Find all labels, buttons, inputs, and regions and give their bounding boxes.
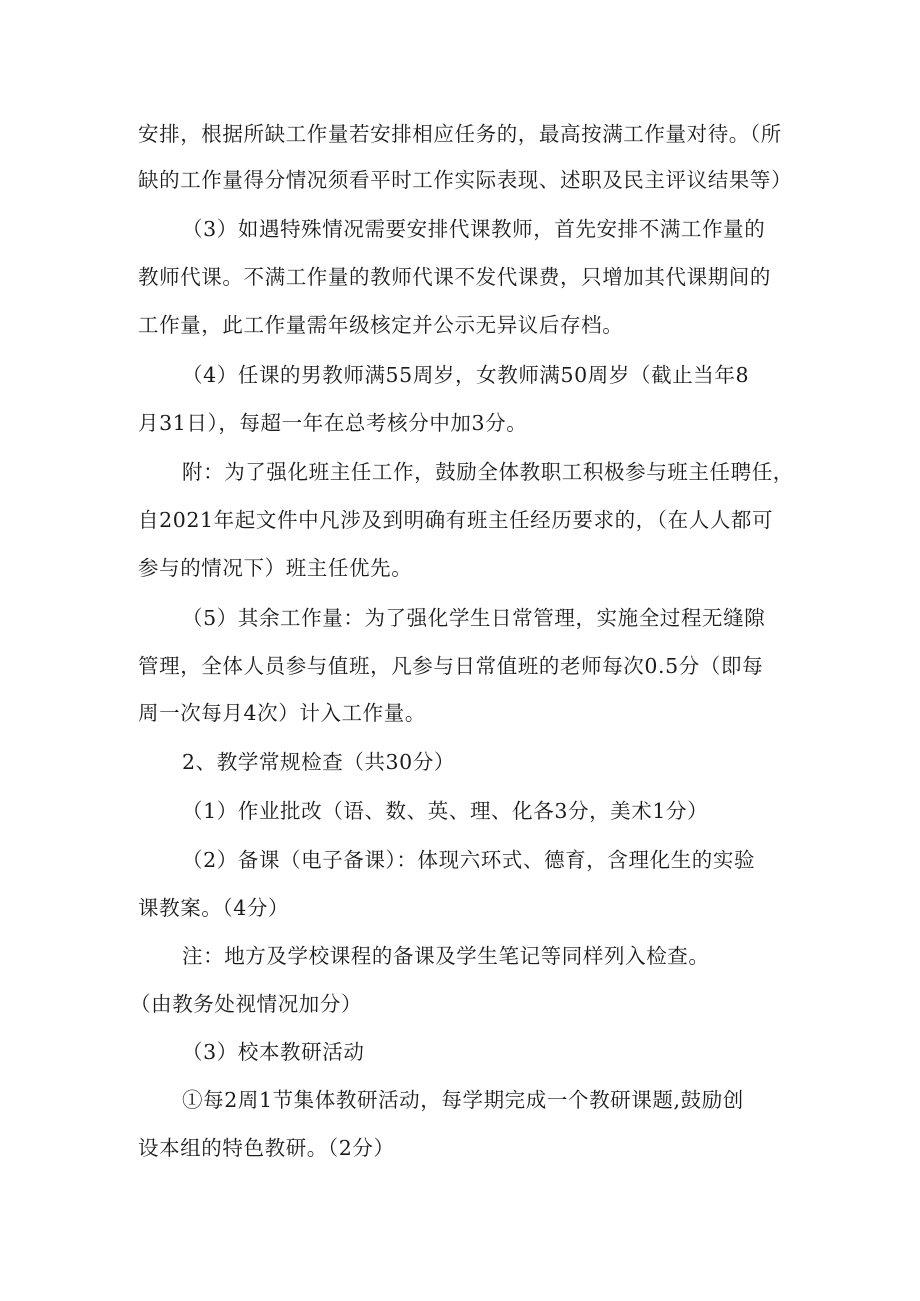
text-line: （5）其余工作量：为了强化学生日常管理，实施全过程无缝隙 — [182, 606, 766, 630]
text-line: 管理，全体人员参与值班，凡参与日常值班的老师每次0.5分（即每 — [138, 654, 764, 678]
text-line: 周一次每月4次）计入工作量。 — [138, 701, 426, 725]
text-line: （1）作业批改（语、数、英、理、化各3分，美术1分） — [182, 799, 709, 823]
text-line: 设本组的特色教研。（2分） — [138, 1136, 395, 1160]
text-line: 安排，根据所缺工作量若安排相应任务的，最高按满工作量对待。（所 — [138, 122, 782, 146]
text-line: 课教案。（4分） — [138, 896, 290, 920]
note-line: 注：地方及学校课程的备课及学生笔记等同样列入检查。 — [182, 944, 710, 968]
section-heading: 2、教学常规检查（共30分） — [182, 750, 456, 774]
note-line: （由教务处视情况加分） — [130, 992, 363, 1016]
text-line: 自2021年起文件中凡涉及到明确有班主任经历要求的，（在人人都可 — [138, 508, 774, 532]
text-line: 参与的情况下）班主任优先。 — [138, 556, 413, 580]
text-line: ①每2周1节集体教研活动，每学期完成一个教研课题,鼓励创 — [182, 1088, 744, 1112]
text-line: （3）如遇特殊情况需要安排代课教师，首先安排不满工作量的 — [182, 217, 766, 241]
text-line: 缺的工作量得分情况须看平时工作实际表现、述职及民主评议结果等） — [138, 168, 793, 192]
subsection-heading: （3）校本教研活动 — [182, 1040, 365, 1064]
text-line: 工作量，此工作量需年级核定并公示无异议后存档。 — [138, 313, 624, 337]
text-line: （4）任课的男教师满55周岁，女教师满50周岁（截止当年8 — [182, 363, 750, 387]
text-line: 附：为了强化班主任工作，鼓励全体教职工积极参与班主任聘任， — [182, 460, 794, 484]
text-line: 月31日），每超一年在总考核分中加3分。 — [138, 411, 528, 435]
text-line: 教师代课。不满工作量的教师代课不发代课费，只增加其代课期间的 — [138, 265, 771, 289]
text-line: （2）备课（电子备课）：体现六环式、德育，含理化生的实验 — [182, 848, 756, 872]
